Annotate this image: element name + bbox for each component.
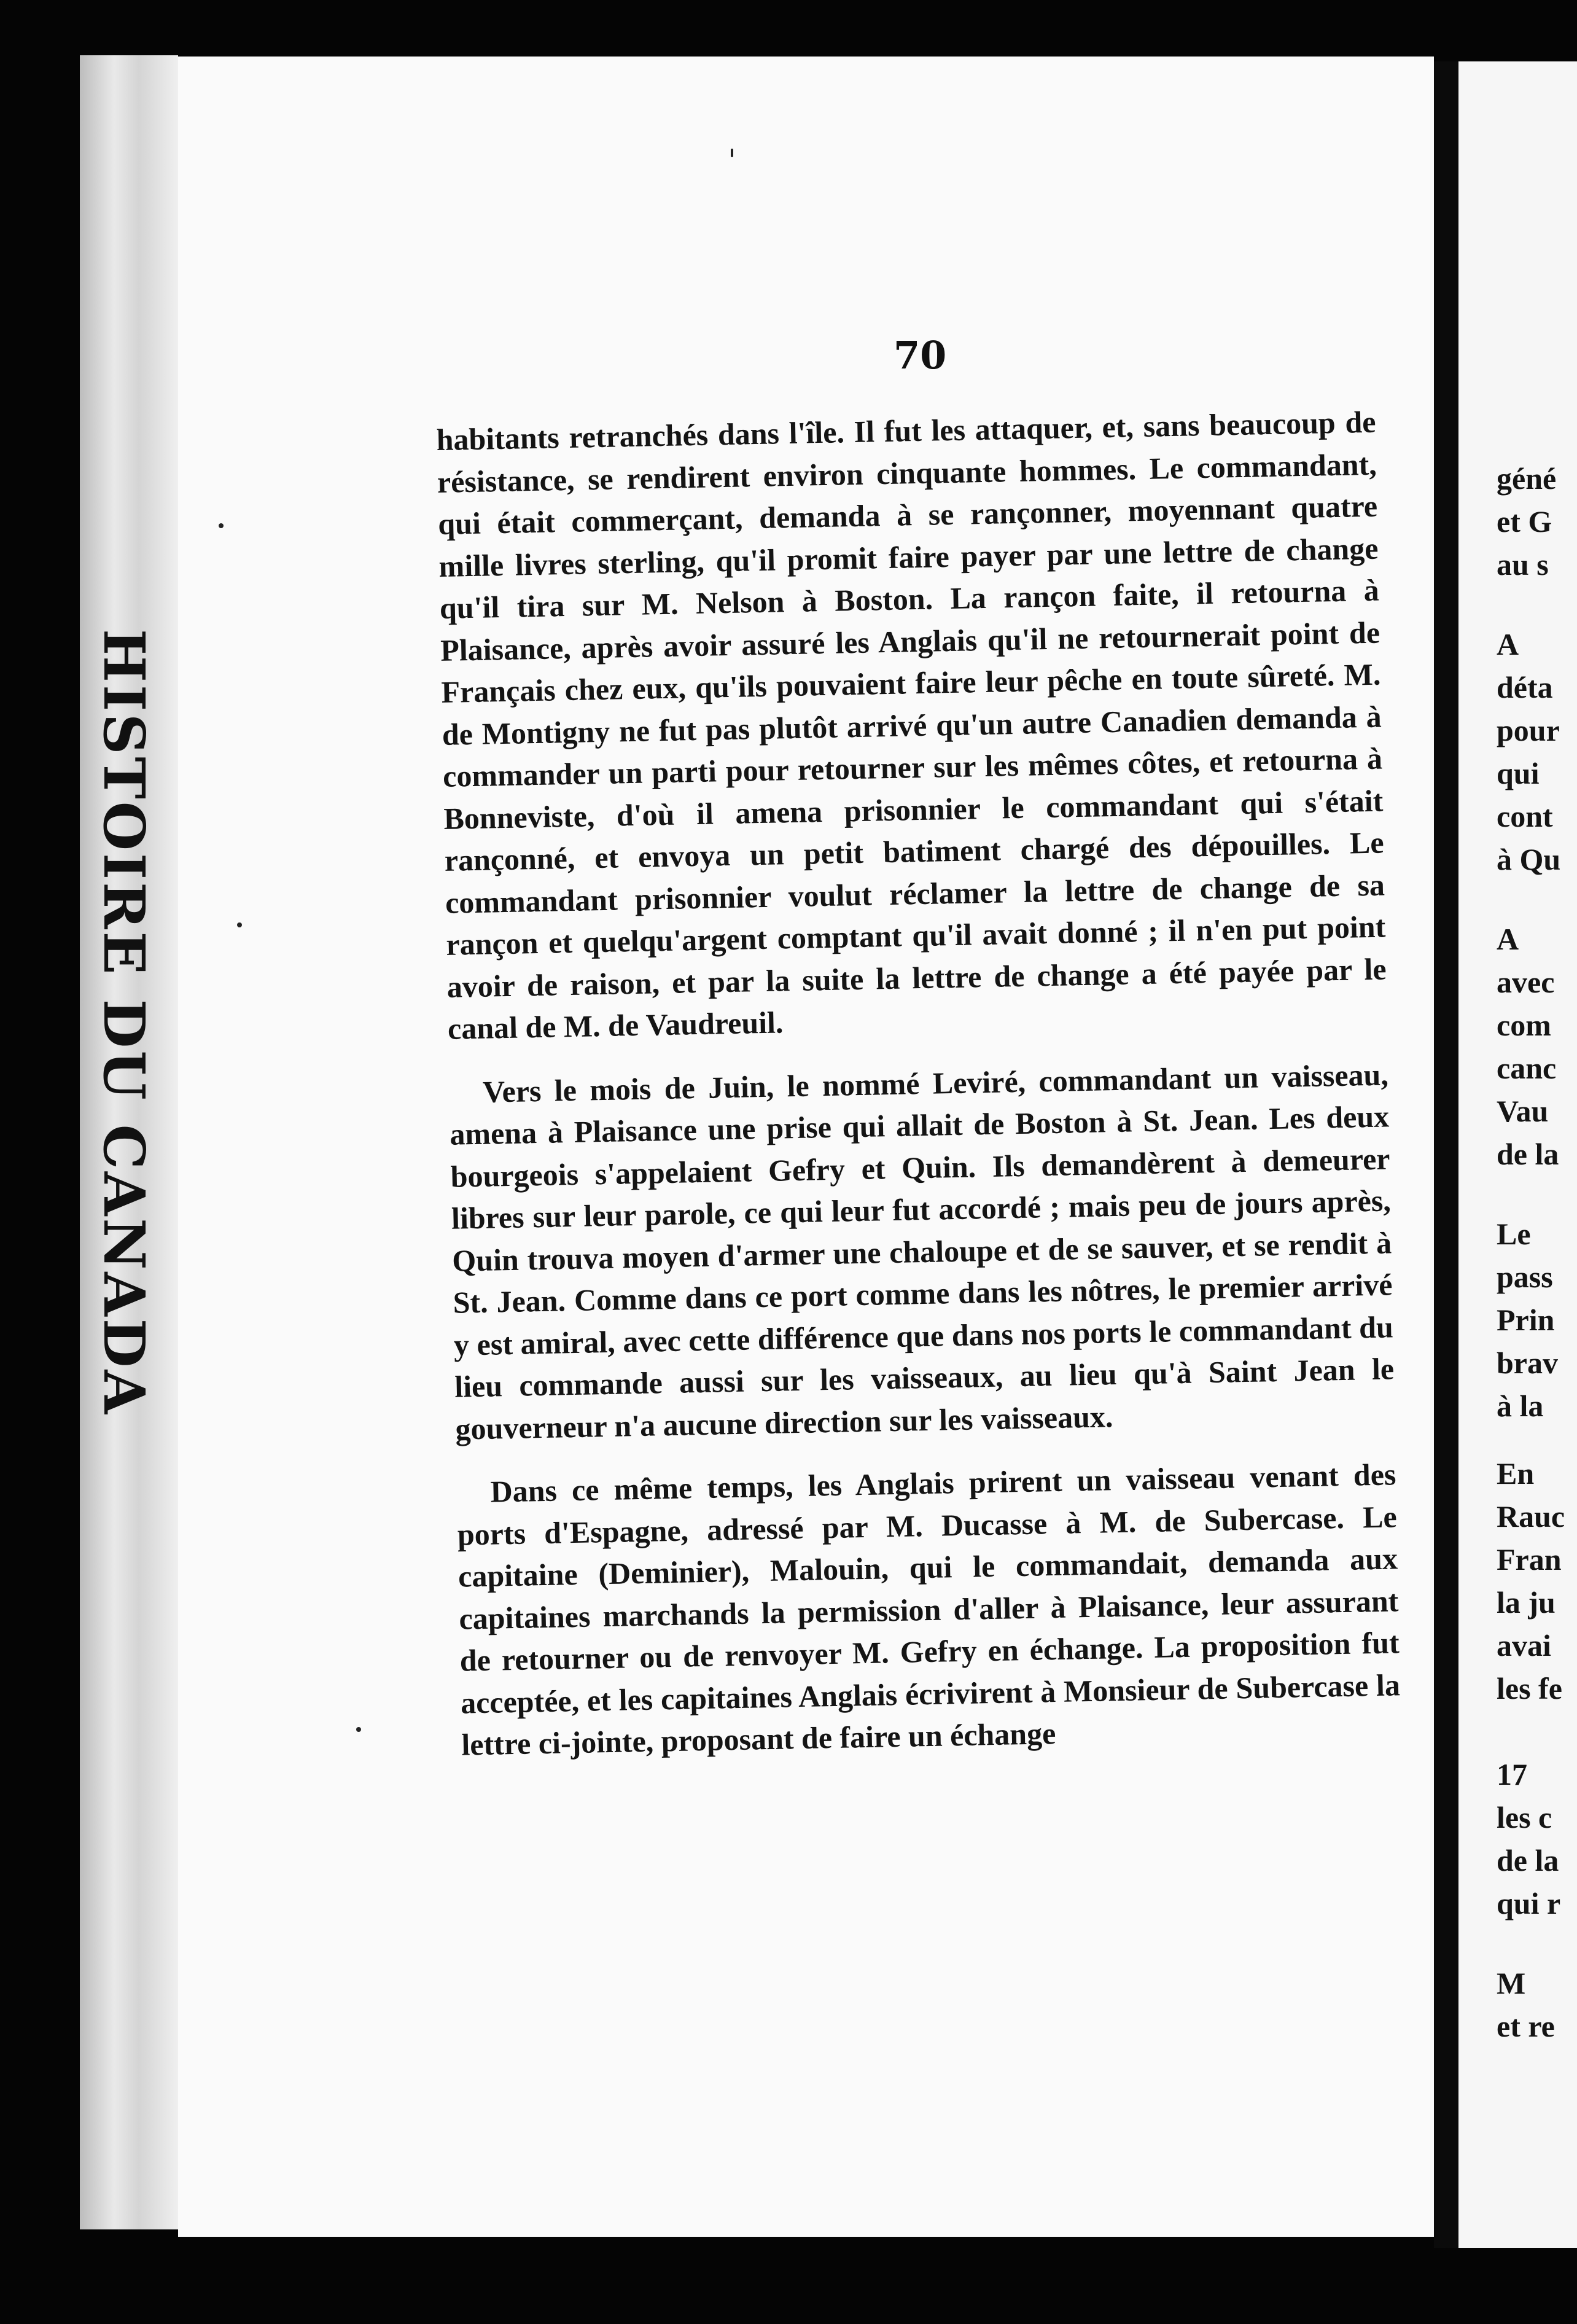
adjacent-page-line: Fran xyxy=(1497,1542,1562,1577)
paragraph-2: Vers le mois de Juin, le nommé Leviré, commandant un vaisseau, amena à Plaisance une prise qui allait de Boston à St. Jean. Les deux bourgeois s'appelaient Gefry et Quin. Ils demandèrent à demeurer libres sur leur parole, ce qui leur fut accordé ; mais peu de jours après, Quin trouva moyen d'armer une chaloupe et de se sauver, et se rendit à St. Jean. Comme dans ce port comme dans les nôtres, le premier arrivé y est amiral, avec cette différence que dans nos ports le commandant du lieu commande aussi sur les vaisseaux, au lieu qu'à Saint Jean le gouverneur n'a aucune direction sur les vaisseaux. xyxy=(449,1056,1395,1446)
adjacent-page-line: cont xyxy=(1497,799,1553,833)
adjacent-page-line: avai xyxy=(1497,1628,1551,1663)
adjacent-page-line: à la xyxy=(1497,1389,1544,1423)
adjacent-page-line: En xyxy=(1497,1456,1535,1491)
book-spine-edge xyxy=(80,55,178,2229)
adjacent-page-line: Rauc xyxy=(1497,1499,1565,1534)
adjacent-page-line: au s xyxy=(1497,547,1549,582)
adjacent-page-line: de la xyxy=(1497,1137,1559,1171)
adjacent-page-line: A xyxy=(1497,627,1519,661)
adjacent-page-line: la ju xyxy=(1497,1585,1556,1620)
adjacent-page-line: M xyxy=(1497,1966,1526,2000)
page-gutter xyxy=(1434,61,1458,2248)
adjacent-page-line: canc xyxy=(1497,1051,1557,1085)
adjacent-page-line: les c xyxy=(1497,1800,1552,1835)
adjacent-page-line: avec xyxy=(1497,965,1555,999)
adjacent-page-line: brav xyxy=(1497,1346,1558,1380)
adjacent-page-line: à Qu xyxy=(1497,842,1561,876)
adjacent-page-line: qui r xyxy=(1497,1886,1561,1920)
adjacent-page-line: Prin xyxy=(1497,1303,1555,1337)
book-page xyxy=(178,57,1434,2237)
adjacent-page-line: et G xyxy=(1497,504,1552,539)
adjacent-page-line: les fe xyxy=(1497,1671,1562,1706)
adjacent-page-line: pass xyxy=(1497,1260,1553,1294)
adjacent-page-line: pour xyxy=(1497,713,1560,747)
page-body-text xyxy=(436,401,1401,1787)
adjacent-page-line: Vau xyxy=(1497,1094,1549,1128)
adjacent-page-line: et re xyxy=(1497,2009,1555,2043)
spine-stamp-text: HISTOIRE DU CANADA xyxy=(91,629,157,1416)
adjacent-page-line: Le xyxy=(1497,1217,1531,1251)
paragraph-3: Dans ce même temps, les Anglais prirent un vaisseau venant des ports d'Espagne, adressé par M. Ducasse à M. de Subercase. Le capitaine (Deminier), Malouin, qui le commandait, demanda aux capitaines marchands la permission d'aller à Plaisance, leur assurant de retourner ou de renvoyer M. Gefry en échange. La proposition fut acceptée, et les capitaines Anglais écrivirent à Monsieur de Subercase la lettre ci-jointe, proposant de faire un échange xyxy=(457,1457,1401,1762)
adjacent-page-line: 17 xyxy=(1497,1757,1527,1792)
adjacent-page-line: com xyxy=(1497,1008,1551,1042)
adjacent-page-line: qui xyxy=(1497,756,1540,790)
adjacent-page-line: déta xyxy=(1497,670,1553,704)
adjacent-page-line: de la xyxy=(1497,1843,1559,1878)
paragraph-1: habitants retranchés dans l'île. Il fut les attaquer, et, sans beaucoup de résistance, se rendirent environ cinquante hommes. Le commandant, qui était commerçant, demanda à se rançonner, moyennant quatre mille livres sterling, qu'il promit faire payer par une lettre de change qu'il tira sur M. Nelson à Boston. La rançon faite, il retourna à Plaisance, après avoir assuré les Anglais qu'il ne retournerait point de Français chez eux, qu'ils pouvaient faire leur pêche en toute sûreté. M. de Montigny ne fut pas plutôt arrivé qu'un autre Canadien demanda à commander un parti pour retourner sur les mêmes côtes, et retourna à Bonneviste, d'où il amena prisonnier le commandant qui s'était rançonné, et envoya un petit batiment chargé des dépouilles. Le commandant prisonnier voulut réclamer la lettre de change de sa rançon et quelqu'argent comptant qu'il avait donné ; il n'en put point avoir de raison, et par la suite la lettre de change a été payée par le canal de M. de Vaudreuil. xyxy=(436,404,1387,1046)
spine-stamp xyxy=(87,608,161,1437)
adjacent-page-line: A xyxy=(1497,922,1519,956)
adjacent-page xyxy=(1458,61,1577,2248)
page-number: 70 xyxy=(894,333,947,378)
adjacent-page-line: géné xyxy=(1497,461,1557,496)
